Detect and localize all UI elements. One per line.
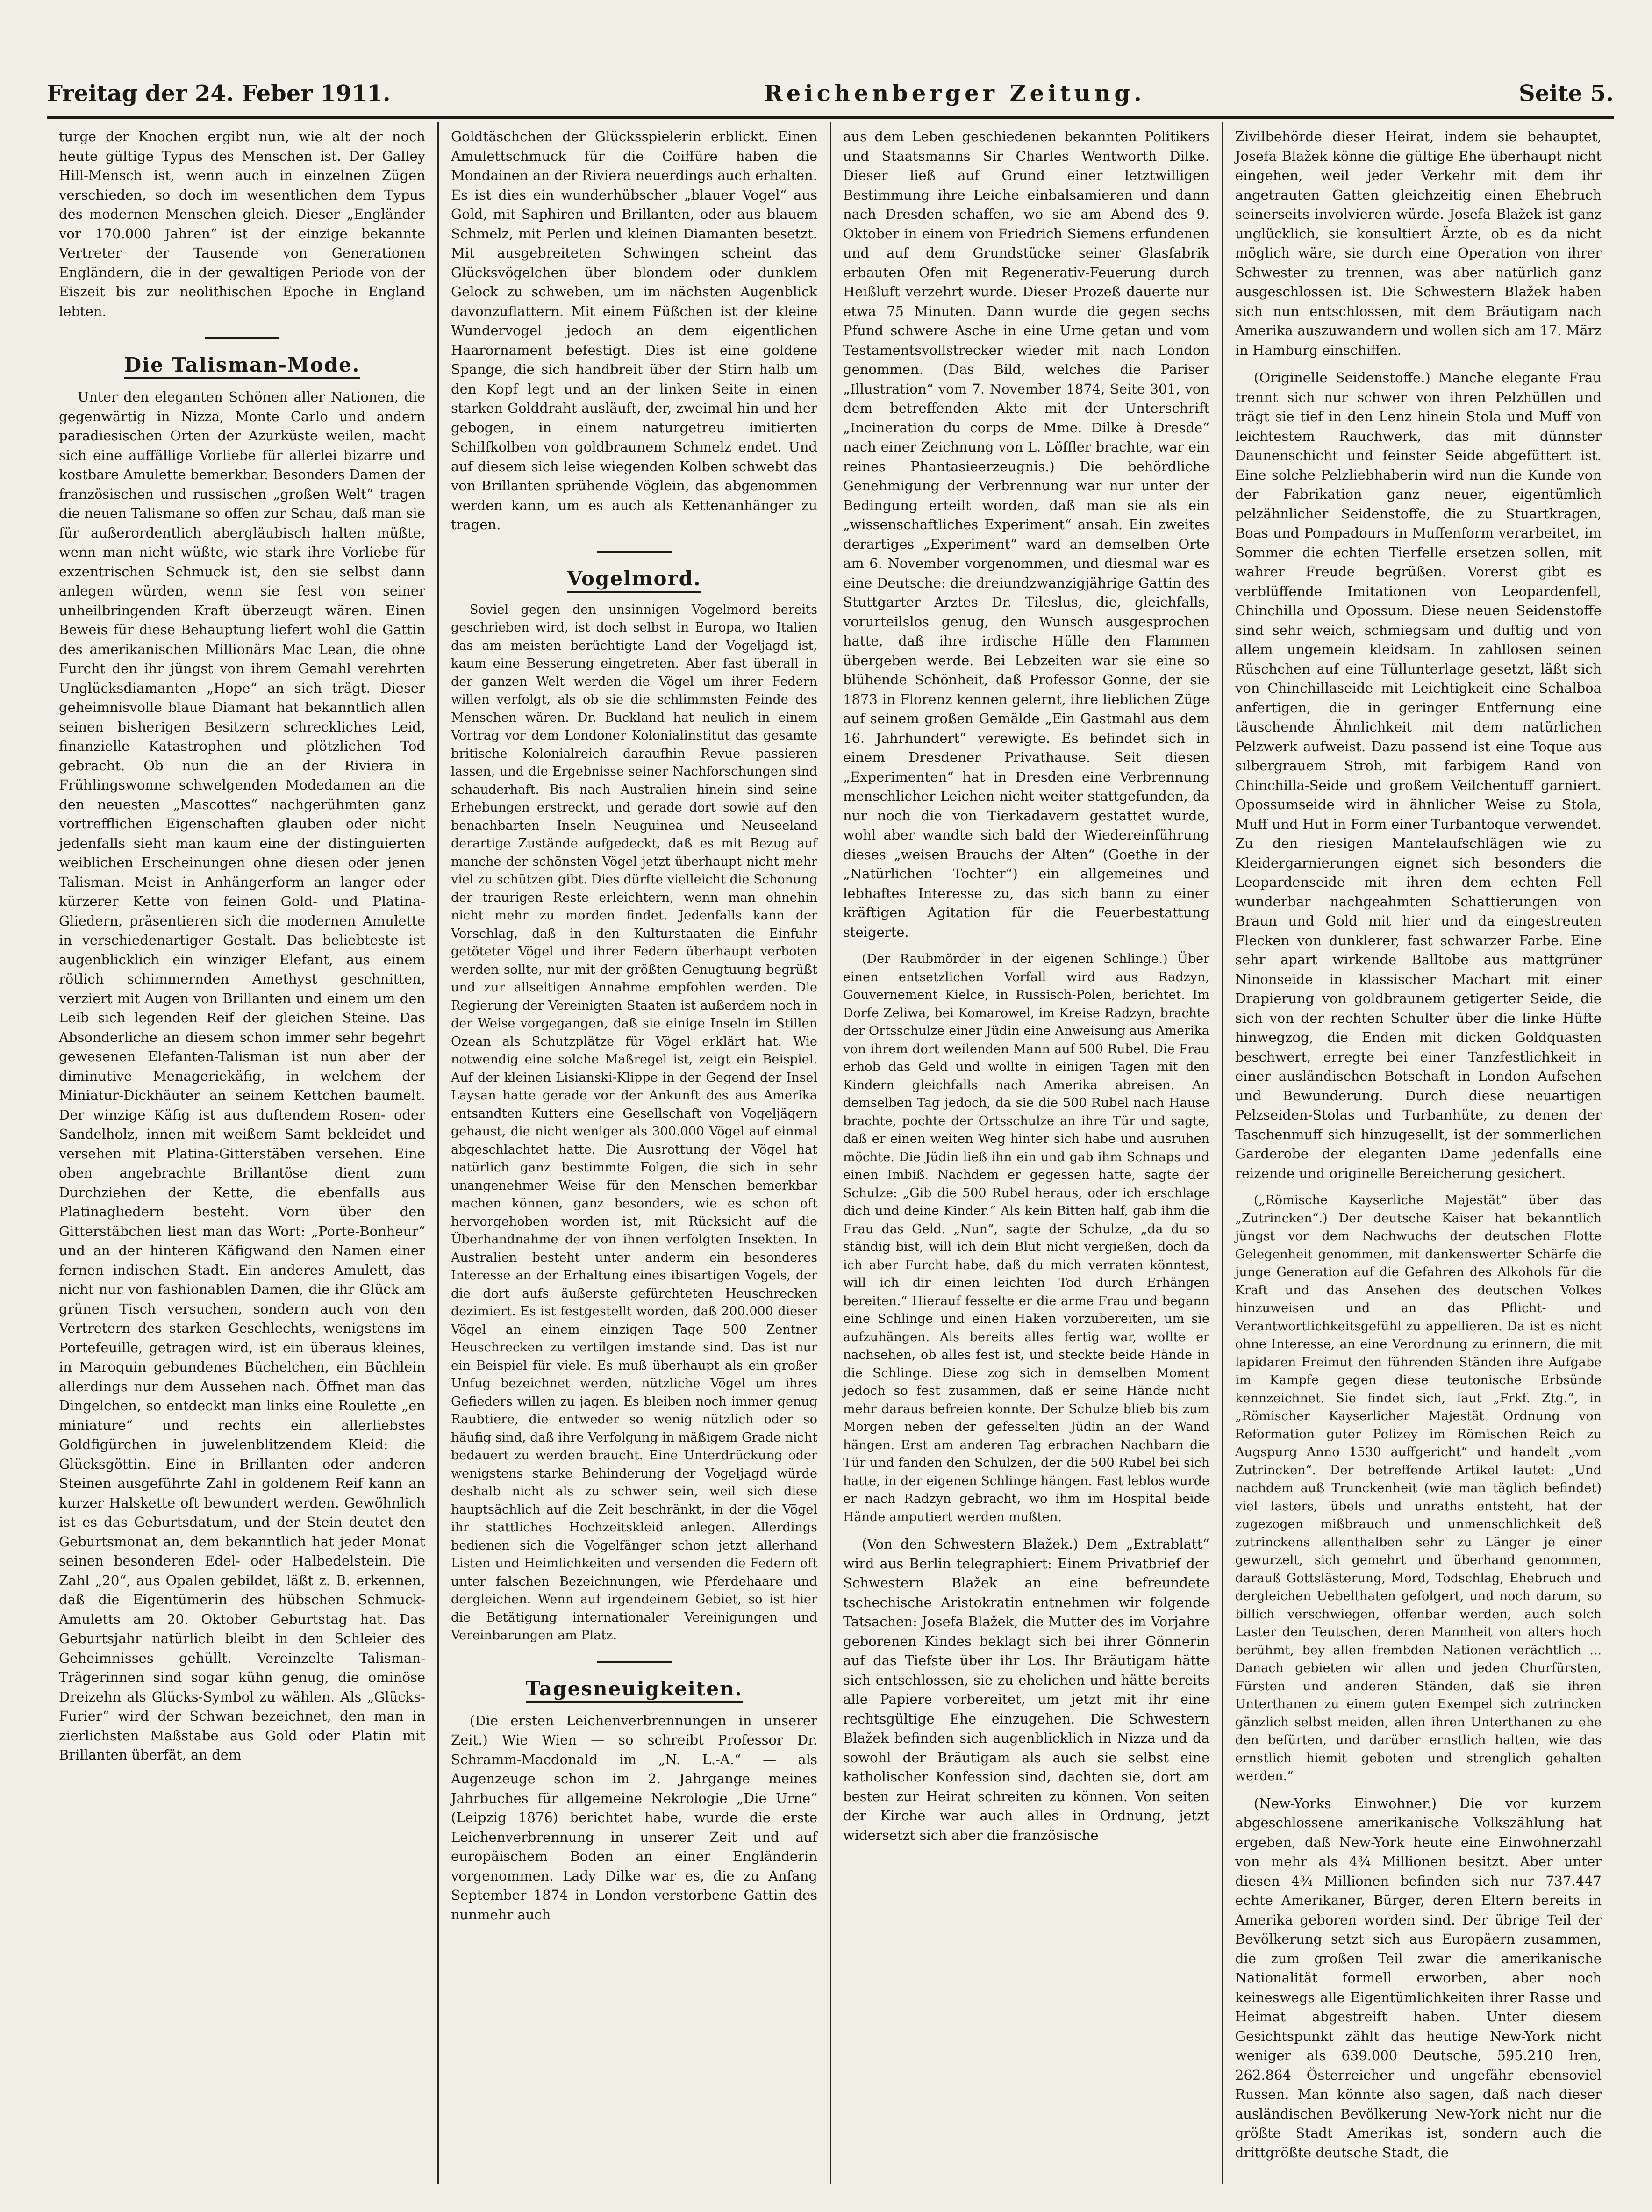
news-item-wrap: [1235, 1192, 1602, 1786]
news-item: (Originelle Seidenstoffe.) Manche elegante Frau trennt sich nur schwer von ihren Pelzhüllen und trägt sie tief in den Lenz hinein Stola und Muff von leichtestem Rauchwerk, das mit dünnster Daunenschicht und feinster Seide abgefüttert ist. Eine solche Pelzliebhaberin wird nun die Kunde von der Fabrikation ganz neuer, eigentümlich pelzähnlicher Seidenstoffe, die zu Stuartkragen, Boas und Pompadours in Muffenform verarbeitet, im Sommer die echten Tierfelle ersetzen sollen, mit wahrer Freude begrüßen. Vorerst gibt es verblüffende Imitationen von Leopardenfell, Chinchilla und Opossum. Diese neuen Seidenstoffe sind sehr weich, schmiegsam und duftig und von allem ungemein kleidsam. In zahllosen seinen Rüschchen auf eine Tüllunterlage gesetzt, läßt sich von Chinchillaseide mit Leichtigkeit eine Schalboa anfertigen, die in geringer Entfernung eine täuschende Ähnlichkeit mit dem natürlichen Pelzwerk aufweist. Dazu passend ist eine Toque aus silbergrauem Stroh, mit farbigem Rand von Chinchilla-Seide und großem Veilchentuff garniert. Opossumseide wird in ähnlicher Weise zu Stola, Muff und Hut in Form einer Turbantoque verwendet. Zu den riesigen Mantelaufschlägen wie zu Kleidergarnierungen eignet sich besonders die Leopardenseide mit ihren dem echten Fell wunderbar nachgeahmten Schattierungen von Braun und Gold mit hier und da eingestreuten Flecken von dunklerer, fast schwarzer Farbe. Eine sehr apart wirkende Balltobe aus mattgrüner Ninonseide in klassischer Machart mit einer Drapierung von goldbraunem getigerter Seide, die sich von der rechten Schulter über die linke Hüfte hinwegzog, die Enden mit dicken Goldquasten beschwert, erregte bei einer Tanzfestlichkeit in einer ausländischen Botschaft in London Aufsehen und Bewunderung. Durch diese neuartigen Pelzseiden-Stolas und Turbanhüte, zu denen der Taschenmuff sich hinzugesellt, ist der sommerlichen Garderobe der eleganten Dame jedenfalls eine reizende und originelle Bereicherung gesichert.: [1235, 370, 1602, 1181]
article-body-wrap: [451, 601, 817, 1645]
news-item-continuation: aus dem Leben geschiedenen bekannten Politikers und Staatsmanns Sir Charles Wentworth Dilke. Dieser ließ auf Grund einer letztwilligen Bestimmung ihre Leiche einbalsamieren und dann nach Dresden schaffen, wo sie am Abend des 9. Oktober in einem von Friedrich Siemens erfundenen und auf dem Grundstücke seiner Glasfabrik erbauten Ofen mit Regenerativ-Feuerung durch Heißluft verzehrt wurde. Dieser Prozeß dauerte nur etwa 75 Minuten. Dann wurde die gegen sechs Pfund schwere Asche in eine Urne getan und vom Testamentsvollstrecker wieder mit nach London genommen. (Das Bild, welches die Pariser „Illustration“ vom 7. November 1874, Seite 301, von dem betreffenden Akte mit der Unterschrift „Incineration du corps de Mme. Dilke à Dresde“ nach einer Zeichnung von L. Löffler brachte, war ein reines Phantasieerzeugnis.) Die behördliche Genehmigung der Verbrennung war nur unter der Bedingung erteilt worden, daß man sie als ein „wissenschaftliches Experiment“ ansah. Ein zweites derartiges „Experiment“ ward an demselben Orte am 6. November vorgenommen, und diesmal war es eine Deutsche: die dreiundzwanzigjährige Gattin des Stuttgarter Arztes Dr. Tileslus, die, gleichfalls, vorurteilslos genug, den Wunsch ausgesprochen hatte, daß ihre irdische Hülle den Flammen übergeben werde. Bei Lebzeiten war sie eine so blühende Schönheit, daß Professor Gonne, der sie 1873 in Florenz kennen gelernt, ihre lieblichen Züge auf seinem großen Gemälde „Ein Gastmahl aus dem 16. Jahrhundert“ verewigte. Es befindet sich in einem Dresdener Privathause. Seit diesen „Experimenten“ hat in Dresden eine Verbrennung menschlicher Leichen nicht weiter stattgefunden, da nur noch die von Tierkadavern gestattet wurde, wohl aber wandte sich bald der Wiedereinführung dieses „weisen Brauchs der Alten“ (Goethe in der „Natürlichen Tochter“) ein allgemeines und lebhaftes Interesse zu, das sich bann zu einer kräftigen Agitation für die Feuerbestattung steigerte.: [843, 129, 1209, 940]
columns: [47, 122, 1614, 2184]
news-item: (Die ersten Leichenverbrennungen in unserer Zeit.) Wie Wien — so schreibt Professor Dr. Schramm-Macdonald im „N. L.-A.“ — als Augenzeuge schon im 2. Jahrgange meines Jahrbuches für allgemeine Nekrologie „Die Urne“ (Leipzig 1876) berichtet habe, wurde die erste Leichenverbrennung in unserer Zeit und auf europäischem Boden an einer Engländerin vorgenommen. Lady Dilke war es, die zu Anfang September 1874 in London verstorbene Gattin des nunmehr auch: [451, 1712, 817, 1923]
article-continuation: turge der Knochen ergibt nun, wie alt der noch heute gültige Typus des Menschen ist. Der Galley Hill-Mensch ist, wenn auch in einzelnen Zügen verschieden, so doch im wesentlichen dem Typus des modernen Menschen gleich. Dieser „Engländer vor 170.000 Jahren“ ist der einzige bekannte Vertreter der Tausende von Generationen Engländern, die in der gewaltigen Periode von der Eiszeit bis zur neolithischen Epoche in England lebten.: [59, 129, 425, 319]
article-body: Unter den eleganten Schönen aller Nationen, die gegenwärtig in Nizza, Monte Carlo und andern paradiesischen Orten der Azurküste weilen, macht sich eine auffällige Vorliebe für allerlei bizarre und kostbare Amulette bemerkbar. Besonders Damen der französischen und russischen „großen Welt“ tragen die neuen Talismane so offen zur Schau, daß man sie für außerordentlich abergläubisch halten müßte, wenn man nicht wüßte, wie stark ihre Vorliebe für exzentrischen Schmuck ist, den sie selbst dann anlegen würden, wenn sie fest von seiner unheilbringenden Kraft überzeugt wären. Einen Beweis für diese Behauptung liefert wohl die Gattin des amerikanischen Millionärs Mac Lean, die ohne Furcht den ihr jüngst von ihrem Gemahl verehrten Unglücksdiamanten „Hope“ an sich trägt. Dieser geheimnisvolle blaue Diamant hat bekanntlich allen seinen bisherigen Besitzern schreckliches Leid, finanzielle Katastrophen und plötzlichen Tod gebracht. Ob nun die an der Riviera in Frühlingswonne schwelgenden Modedamen an die den neuesten „Mascottes“ nachgerühmten ganz vortrefflichen Eigenschaften glauben oder nicht jedenfalls sieht man kaum eine der distinguierten weiblichen Erscheinungen ohne diesen oder jenen Talisman. Meist in Anhängerform an langer oder kürzerer Kette von feinen Gold- und Platina-Gliedern, präsentieren sich die modernen Amulette in verschiedenartiger Gestalt. Das beliebteste ist augenblicklich ein winziger Elefant, aus einem rötlich schimmernden Amethyst geschnitten, verziert mit Augen von Brillanten und einem um den Leib sich legenden Reif der gleichen Steine. Das Absonderliche an diesem schon immer sehr begehrt gewesenen Elefanten-Talisman ist nun aber der diminutive Menageriekäfig, in welchem der Miniatur-Dickhäuter an seinem Kettchen baumelt. Der winzige Käfig ist aus duftendem Rosen- oder Sandelholz, innen mit weißem Samt bekleidet und versehen mit Platina-Gitterstäben versehen. Eine oben angebrachte Brillantöse dient zum Durchziehen der Kette, die ebenfalls aus Platinagliedern besteht. Vorn über den Gitterstäbchen liest man das Wort: „Porte-Bonheur“ und an der hinteren Käfigwand den Namen einer fernen indischen Stadt. Ein anderes Amulett, das nicht nur von fashionablen Damen, die ihr Glück am grünen Tisch versuchen, sondern auch von den Vertretern des starken Geschlechts, wenigstens im Portefeuille, getragen wird, ist ein überaus kleines, in Maroquin gebundenes Büchelchen, ein Büchlein allerdings nur dem Aussehen nach. Öffnet man das Dingelchen, so entdeckt man links eine Roulette „en miniature“ und rechts ein allerliebstes Goldfigürchen in juwelenblitzendem Kleid: die Glücksgöttin. Eine in Brillanten oder anderen Steinen ausgeführte Zahl in goldenem Reif kann an kurzer Halskette oft bewundert werden. Gewöhnlich ist es das Geburtsdatum, und der Stein deutet den Geburtsmonat an, dem bekanntlich hat jeder Monat seinen besonderen Edel- oder Halbedelstein. Die Zahl „20“, aus Opalen gebildet, läßt z. B. erkennen, daß die Eigentümerin des hübschen Schmuck-Amuletts am 20. Oktober Geburtstag hat. Das Geburtsjahr natürlich bleibt in den Schleier des Geheimnisses gehüllt. Vereinzelte Talisman-Trägerinnen sind sogar kühn genug, die ominöse Dreizehn als Glücks-Symbol zu wählen. Als „Glücks-Furier“ wird der Schwan bezeichnet, den man in zierlichsten Maßstabe aus Gold oder Platin mit Brillanten überfät, an dem: [59, 389, 425, 1763]
page-number: Seite 5.: [1519, 80, 1614, 107]
news-item: („Römische Kayserliche Majestät“ über das „Zutrincken“.) Der deutsche Kaiser hat bekanntlich jüngst vor dem Nachwuchs der deutschen Flotte Gelegenheit genommen, mit dankenswerter Schärfe die junge Generation auf die Gefahren des Alkohols für die Kraft und das Ansehen des deutschen Volkes hinzuweisen und an das Pflicht- und Verantwortlichkeitsgefühl zu appellieren. Da ist es nicht ohne Interesse, an eine Verordnung zu erinnern, die mit lapidaren Freimut den führenden Ständen ihre Aufgabe im Kampfe gegen diese teutonische Erbsünde kennzeichnet. Sie findet sich, laut „Frkf. Ztg.“, in „Römischer Kayserlicher Majestät Ordnung von Reformation guter Polizey im Römischen Reich zu Augspurg Anno 1530 auffgericht“ und handelt „vom Zutrincken“. Der betreffende Artikel lautet: „Und nachdem auß Trunckenheit (wie man täglich befindet) viel lasters, übels und unraths entsteht, hat der zugezogen mißbrauch und unmenschlichkeit deß zutrinckens allenthalben sehr zu Länger je einer gewurzelt, sich gemehrt und überhand genommen, darauß Gottslästerung, Mord, Todschlag, Ehebruch und dergleichen Uebelthaten gefolgert, und noch darum, so billich verschwiegen, offenbar werden, auch solch Laster den Teutschen, deren Mannheit von alters hoch berühmt, bey allen frembden Nationen verächtlich ... Danach gebieten wir allen und jeden Churfürsten, Fürsten und anderen Ständen, daß sie ihren Unterthanen zu einem guten Exempel sich zutrincken gänzlich selbst meiden, allen ihren Unterthanen zu ehe den befürten, und darüber ernstlich halten, wie das ernstlich hiemit geboten und strenglich gehalten werden.“: [1235, 1193, 1602, 1783]
separator: [205, 337, 279, 339]
news-item: (Von den Schwestern Blažek.) Dem „Extrablatt“ wird aus Berlin telegraphiert: Einem Privatbrief der Schwestern Blažek an eine befreundete tschechische Aristokratin entnehmen wir folgende Tatsachen: Josefa Blažek, die Mutter des im Vorjahre geborenen Kindes beklagt sich bei ihrer Gönnerin auf das Tiefste über ihr Los. Ihr Bräutigam hätte sich entschlossen, sie zu ehelichen und hätte bereits alle Papiere vorbereitet, um jetzt mit ihr eine rechtsgültige Ehe einzugehen. Die Schwestern Blažek befinden sich augenblicklich in Nizza und da sowohl der Bräutigam als auch sie selbst eine katholischer Konfession sind, dachten sie, dort am besten zur Heirat schreiten zu können. Von seiten der Kirche war auch alles in Ordnung, jetzt widersetzt sich aber die französische: [843, 1536, 1209, 1843]
page-header: [47, 77, 1614, 110]
news-item-continuation: Zivilbehörde dieser Heirat, indem sie behauptet, Josefa Blažek könne die gültige Ehe überhaupt nicht eingehen, weil jeder Verkehr mit dem ihr angetrauten Gatten gleichzeitig einen Ehebruch seinerseits involvieren würde. Josefa Blažek ist ganz unglücklich, sie konsultiert Ärzte, ob es da nicht möglich wäre, sie durch eine Operation von ihrer Schwester zu trennen, was aber natürlich ganz ausgeschlossen ist. Die Schwestern Blažek haben sich nun entschlossen, mit dem Bräutigam nach Amerika auszuwandern und wollen sich am 17. März in Hamburg einschiffen.: [1235, 129, 1602, 358]
news-item-wrap: [843, 950, 1209, 1526]
news-item: (Der Raubmörder in der eigenen Schlinge.) Über einen entsetzlichen Vorfall wird aus Radzyn, Gouvernement Kielce, in Russisch-Polen, berichtet. Im Dorfe Zeliwa, bei Komarowel, im Kreise Radzyn, brachte der Ortsschulze einer Jüdin eine Anweisung aus Amerika von ihrem dort weilenden Mann auf 500 Rubel. Die Frau erhob das Geld und wollte in einigen Tagen mit den Kindern gleichfalls nach Amerika abreisen. An demselben Tag jedoch, da sie die 500 Rubel nach Hause brachte, pochte der Ortsschulze an ihre Tür und sagte, daß er einen weiten Weg hinter sich habe und ausruhen möchte. Die Jüdin ließ ihn ein und gab ihm Schnaps und einen Imbiß. Nachdem er gegessen hatte, sagte der Schulze: „Gib die 500 Rubel heraus, oder ich erschlage dich und deine Kinder.“ Als kein Bitten half, gab ihm die Frau das Geld. „Nun“, sagte der Schulze, „da du so ständig bist, will ich dein Blut nicht vergießen, doch da ich aber Furcht habe, daß du mich verraten könntest, will ich dir einen leichten Tod durch Erhängen bereiten.“ Hierauf fesselte er die arme Frau und begann eine Schlinge und einen Haken vorzubereiten, um sie aufzuhängen. Als bereits alles fertig war, wollte er nachsehen, ob alles fest ist, und steckte beide Hände in die Schlinge. Diese zog sich in demselben Moment jedoch so fest zusammen, daß er seine Hände nicht mehr daraus befreien konnte. Der Schulze blieb bis zum Morgen neben der gefesselten Jüdin an der Wand hängen. Erst am anderen Tag erbrachen Nachbarn die Tür und fanden den Schulzen, der die 500 Rubel bei sich hatte, in der eigenen Schlinge hängen. Fast leblos wurde er nach Radzyn gebracht, wo ihm im Hospital beide Hände amputiert werden mußten.: [843, 952, 1209, 1524]
article-title: Vogelmord.: [451, 567, 817, 590]
news-item: (New-Yorks Einwohner.) Die vor kurzem abgeschlossene amerikanische Volkszählung hat ergeben, daß New-York heute eine Einwohnerzahl von mehr als 4¾ Millionen besitzt. Aber unter diesen 4¾ Millionen befinden sich nur 737.447 echte Amerikaner, Bürger, deren Eltern bereits in Amerika geboren worden sind. Der übrige Teil der Bevölkerung setzt sich aus Europäern zusammen, die zum großen Teil zwar die amerikanische Nationalität formell erworben, aber noch keineswegs alle Eigentümlichkeiten ihrer Rasse und Heimat abgestreift haben. Unter diesem Gesichtspunkt zählt das heutige New-York nicht weniger als 639.000 Deutsche, 595.210 Iren, 262.864 Österreicher und ungefähr ebensoviel Russen. Man könnte also sagen, daß nach dieser ausländischen Bevölkerung New-York nicht nur die größte Stadt Amerikas ist, sondern auch die drittgrößte deutsche Stadt, die: [1235, 1795, 1602, 2161]
newspaper-title: Reichenberger Zeitung.: [764, 80, 1145, 107]
column-1: [47, 122, 437, 2184]
article-continuation: Goldtäschchen der Glücksspielerin erblickt. Einen Amulettschmuck für die Coiffüre haben die Mondainen an der Riviera neuerdings auch erhalten. Es ist dies ein wunderhübscher „blauer Vogel“ aus Gold, mit Saphiren und Brillanten, oder aus blauem Schmelz, mit Perlen und kleinen Diamanten besetzt. Mit ausgebreiteten Schwingen scheint das Glücksvögelchen über blondem oder dunklem Gelock zu schweben, um im nächsten Augenblick davonzuflattern. Mit einem Füßchen ist der kleine Wundervogel jedoch an dem eigentlichen Haarornament befestigt. Dies ist eine goldene Spange, die sich handbreit über der Stirn halb um den Kopf legt und an der linken Seite in einen starken Golddraht ausläuft, der, zweimal hin und her gebogen, in einem naturgetreu imitierten Schilfkolben von goldbraunem Schmelz endet. Und auf diesem sich leise wiegenden Kolben schwebt das von Brillanten sprühende Vöglein, das abgenommen werden kann, um es auch als Kettenanhänger zu tragen.: [451, 129, 817, 532]
article-title: Die Talisman-Mode.: [59, 353, 425, 376]
column-3: [830, 122, 1222, 2184]
column-4: [1222, 122, 1614, 2184]
issue-date: Freitag der 24. Feber 1911.: [47, 80, 391, 107]
separator: [597, 1661, 672, 1663]
header-rule: [47, 116, 1614, 119]
column-2: [437, 122, 830, 2184]
section-title: Tagesneuigkeiten.: [451, 1677, 817, 1700]
separator: [597, 551, 672, 553]
article-body: Soviel gegen den unsinnigen Vogelmord bereits geschrieben wird, ist doch selbst in Europa, wo Italien das am meisten berüchtigte Land der Vogeljagd ist, kaum eine Besserung eingetreten. Aber fast überall in der ganzen Welt werden die Vögel um ihrer Federn willen verfolgt, als ob sie die schlimmsten Feinde des Menschen wären. Dr. Buckland hat neulich in einem Vortrag vor dem Londoner Kolonialinstitut das gesamte britische Kolonialreich daraufhin Revue passieren lassen, und die Ergebnisse seiner Nachforschungen sind schauderhaft. Bis nach Australien hinein sind seine Erhebungen erstreckt, und gerade dort sowie auf den benachbarten Inseln Neuguinea und Neuseeland derartige Zustände aufgedeckt, daß es mit Bezug auf manche der schönsten Vögel jetzt überhaupt nicht mehr viel zu schützen gibt. Dies dürfte vielleicht die Schonung der traurigen Reste erleichtern, wenn man ohnehin nicht mehr zu morden findet. Jedenfalls kann der Vorschlag, daß in den Kulturstaaten die Einfuhr getöteter Vögel und ihrer Federn überhaupt verboten werden sollte, nur mit der größten Genugtuung begrüßt und zur allseitigen Annahme empfohlen werden. Die Regierung der Vereinigten Staaten ist außerdem noch in der Weise vorgegangen, daß sie einige Inseln im Stillen Ozean als Schutzplätze für Vögel erklärt hat. Wie notwendig eine solche Maßregel ist, zeigt ein Beispiel. Auf der kleinen Lisianski-Klippe in der Gegend der Insel Laysan hatte gerade vor der Ankunft des aus Amerika entsandten Kutters eine Gesellschaft von Vogeljägern gehaust, die nicht weniger als 300.000 Vögel auf einmal abgeschlachtet hatte. Die Ausrottung der Vögel hat natürlich ganz bestimmte Folgen, die sich in sehr unangenehmer Weise für den Menschen bemerkbar machen können, ganz besonders, wie es schon oft hervorgehoben worden ist, mit Rücksicht auf die Überhandnahme der von ihnen verfolgten Insekten. In Australien besteht unter anderm ein besonderes Interesse an der Erhaltung eines ibisartigen Vogels, der die dort aufs äußerste gefürchteten Heuschrecken dezimiert. Es ist festgestellt worden, daß 200.000 dieser Vögel an einem einzigen Tage 500 Zentner Heuschrecken zu vertilgen imstande sind. Das ist nur ein Beispiel für viele. Es muß überhaupt als ein großer Unfug bezeichnet werden, nützliche Vögel um ihres Gefieders willen zu jagen. Es bleiben noch immer genug Raubtiere, die entweder so wenig nützlich oder so häufig sind, daß ihre Verfolgung in mäßigem Grade nicht bedauert zu werden braucht. Eine Unterdrückung oder wenigstens starke Behinderung der Vogeljagd würde deshalb nicht als zu schwer sein, weil sich diese hauptsächlich auf die Zeit beschränkt, in der die Vögel ihr stattliches Hochzeitskleid anlegen. Allerdings bedienen sich die Vogelfänger schon jetzt allerhand Listen und Heimlichkeiten und versenden die Federn oft unter falschen Bezeichnungen, wie Pferdehaare und dergleichen. Wenn auf irgendeinem Gebiet, so ist hier die Betätigung internationaler Vereinigungen und Vereinbarungen am Platz.: [451, 602, 817, 1643]
